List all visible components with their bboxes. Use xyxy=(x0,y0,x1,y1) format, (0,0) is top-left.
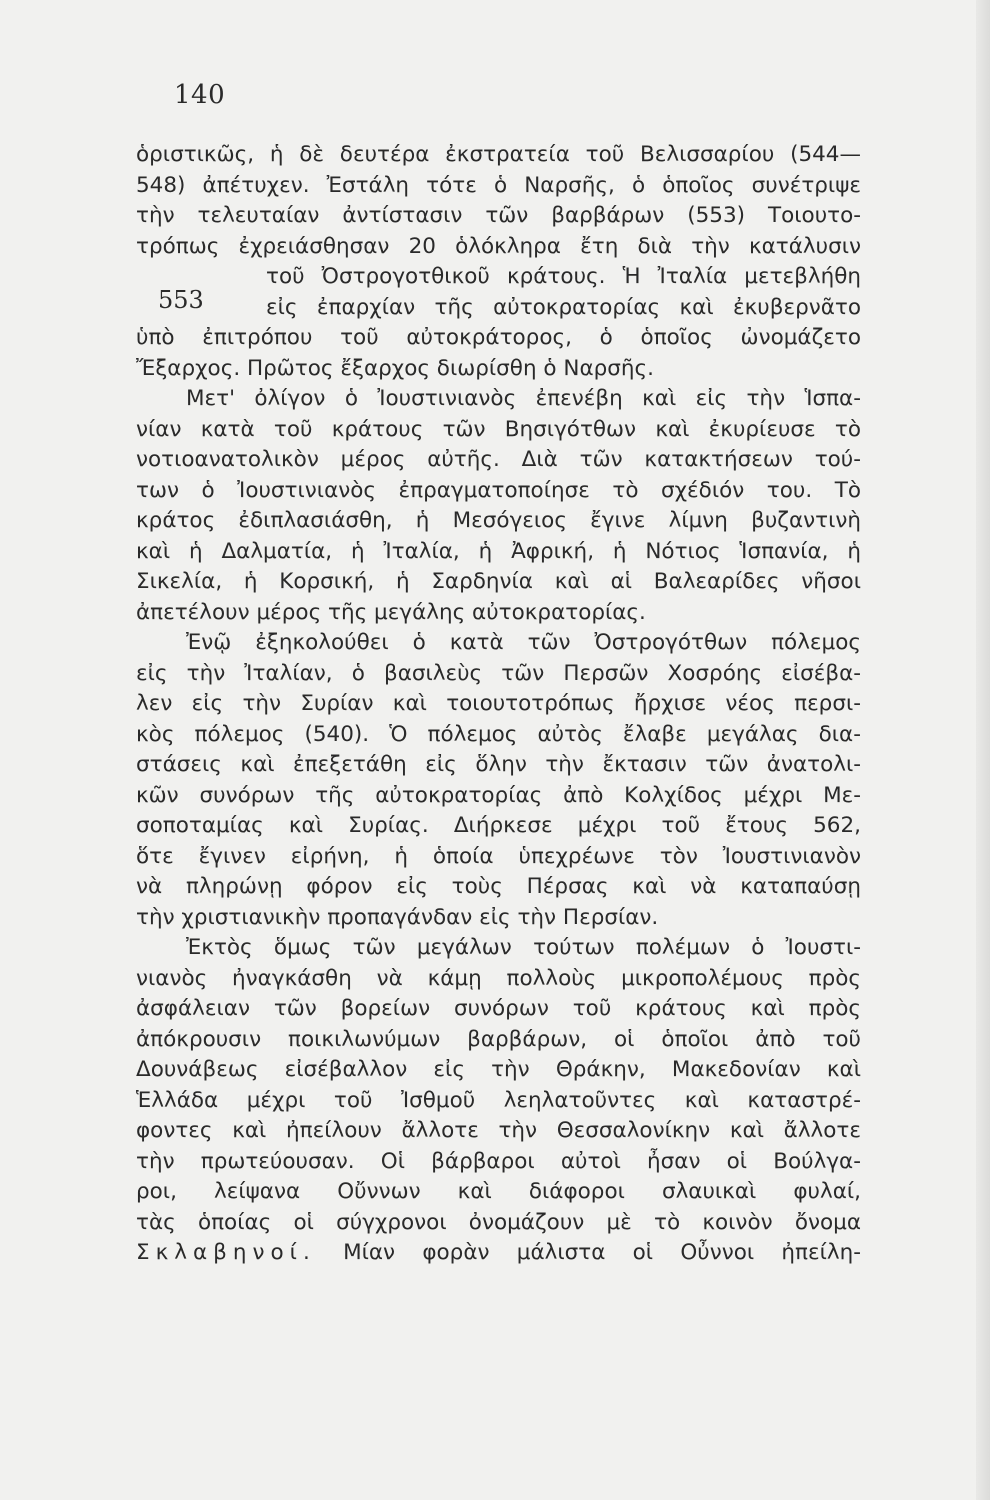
page-number: 140 xyxy=(174,80,226,110)
text-line-11: νοτιοανατολικὸν μέρος αὐτῆς. Διὰ τῶν κατακτήσεων τού- xyxy=(136,447,861,472)
text-line-19: λεν εἰς τὴν Συρίαν καὶ τοιουτοτρόπως ἤρχισε νέος περσι- xyxy=(136,691,861,716)
page-edge-shadow xyxy=(976,0,990,1500)
text-line-37-rest: Μίαν φορὰν μάλιστα οἱ Οὖννοι ἠπείλη- xyxy=(343,1240,861,1265)
text-line-32: Ἑλλάδα μέχρι τοῦ Ἰσθμοῦ λεηλατοῦντες καὶ καταστρέ- xyxy=(136,1087,861,1113)
text-line-18: εἰς τὴν Ἰταλίαν, ὁ βασιλεὺς τῶν Περσῶν Χοσρόης εἰσέβα- xyxy=(136,660,861,686)
spaced-word: Σκλαβηνοί. xyxy=(136,1240,316,1265)
text-line-26: τὴν χριστιανικὴν προπαγάνδαν εἰς τὴν Περσίαν. xyxy=(136,904,659,930)
text-line-37 xyxy=(136,1238,861,1269)
text-line-9: Μετ' ὀλίγον ὁ Ἰουστινιανὸς ἐπενέβη καὶ εἰς τὴν Ἱσπα- xyxy=(186,386,861,411)
text-line-36: τὰς ὁποίας οἱ σύγχρονοι ὀνομάζουν μὲ τὸ κοινὸν ὄνομα xyxy=(136,1209,861,1235)
text-line-7: ὑπὸ ἐπιτρόπου τοῦ αὐτοκράτορος, ὁ ὁποῖος ὠνομάζετο xyxy=(136,325,861,350)
text-line-23: σοποταμίας καὶ Συρίας. Διήρκεσε μέχρι τοῦ ἔτους 562, xyxy=(136,813,861,838)
text-line-8: Ἔξαρχος. Πρῶτος ἔξαρχος διωρίσθη ὁ Ναρσῆς. xyxy=(136,355,655,381)
text-line-30: ἀπόκρουσιν ποικιλωνύμων βαρβάρων, οἱ ὁποῖοι ἀπὸ τοῦ xyxy=(136,1026,861,1052)
text-line-25: νὰ πληρώνῃ φόρον εἰς τοὺς Πέρσας καὶ νὰ καταπαύσῃ xyxy=(136,874,861,899)
text-line-1: ὁριστικῶς, ἡ δὲ δευτέρα ἐκστρατεία τοῦ Βελισσαρίου (544— xyxy=(136,142,861,167)
text-line-27: Ἐκτὸς ὅμως τῶν μεγάλων τούτων πολέμων ὁ Ἰουστι- xyxy=(186,935,861,960)
text-line-6: εἰς ἐπαρχίαν τῆς αὐτοκρατορίας καὶ ἐκυβερνᾶτο xyxy=(266,294,861,320)
text-line-14: καὶ ἡ Δαλματία, ἡ Ἰταλία, ἡ Ἀφρική, ἡ Νότιος Ἱσπανία, ἡ xyxy=(136,538,861,564)
text-line-33: φοντες καὶ ἠπείλουν ἄλλοτε τὴν Θεσσαλονίκην καὶ ἄλλοτε xyxy=(136,1118,861,1143)
text-line-5: τοῦ Ὀστρογοτθικοῦ κράτους. Ἡ Ἰταλία μετεβλήθη xyxy=(266,264,861,289)
text-line-13: κράτος ἐδιπλασιάσθη, ἡ Μεσόγειος ἔγινε λίμνη βυζαντινὴ xyxy=(136,508,861,533)
text-line-15: Σικελία, ἡ Κορσική, ἡ Σαρδηνία καὶ αἱ Βαλεαρίδες νῆσοι xyxy=(136,569,861,594)
text-line-29: ἀσφάλειαν τῶν βορείων συνόρων τοῦ κράτους καὶ πρὸς xyxy=(136,996,861,1021)
text-line-20: κὸς πόλεμος (540). Ὁ πόλεμος αὐτὸς ἔλαβε μεγάλας δια- xyxy=(136,721,861,747)
text-line-22: κῶν συνόρων τῆς αὐτοκρατορίας ἀπὸ Κολχίδος μέχρι Με- xyxy=(136,782,861,808)
text-line-10: νίαν κατὰ τοῦ κράτους τῶν Βησιγότθων καὶ ἐκυρίευσε τὸ xyxy=(136,416,861,442)
text-line-28: νιανὸς ἠναγκάσθη νὰ κάμῃ πολλοὺς μικροπολέμους πρὸς xyxy=(136,965,861,991)
text-line-34: τὴν πρωτεύουσαν. Οἱ βάρβαροι αὐτοὶ ἦσαν οἱ Βούλγα- xyxy=(136,1148,861,1174)
text-line-16: ἀπετέλουν μέρος τῆς μεγάλης αὐτοκρατορίας. xyxy=(136,599,646,625)
text-line-17: Ἐνῷ ἐξηκολούθει ὁ κατὰ τῶν Ὀστρογότθων πόλεμος xyxy=(186,630,861,655)
text-line-4: τρόπως ἐχρειάσθησαν 20 ὁλόκληρα ἔτη διὰ τὴν κατάλυσιν xyxy=(136,233,861,259)
text-line-2: 548) ἀπέτυχεν. Ἐστάλη τότε ὁ Ναρσῆς, ὁ ὁποῖος συνέτριψε xyxy=(136,172,861,198)
body-text xyxy=(136,140,861,1269)
margin-year-note: 553 xyxy=(158,286,204,314)
text-line-35: ροι, λείψανα Οὔννων καὶ διάφοροι σλαυικαὶ φυλαί, xyxy=(136,1179,861,1204)
text-line-21: στάσεις καὶ ἐπεξετάθη εἰς ὅλην τὴν ἔκτασιν τῶν ἀνατολι- xyxy=(136,752,861,777)
text-line-24: ὅτε ἔγινεν εἰρήνη, ἡ ὁποία ὑπεχρέωνε τὸν Ἰουστινιανὸν xyxy=(136,843,861,869)
text-line-3: τὴν τελευταίαν ἀντίστασιν τῶν βαρβάρων (553) Τοιουτο- xyxy=(136,203,861,228)
text-line-12: των ὁ Ἰουστινιανὸς ἐπραγματοποίησε τὸ σχέδιόν του. Τὸ xyxy=(136,477,861,503)
text-line-31: Δουνάβεως εἰσέβαλλον εἰς τὴν Θράκην, Μακεδονίαν καὶ xyxy=(136,1057,861,1082)
